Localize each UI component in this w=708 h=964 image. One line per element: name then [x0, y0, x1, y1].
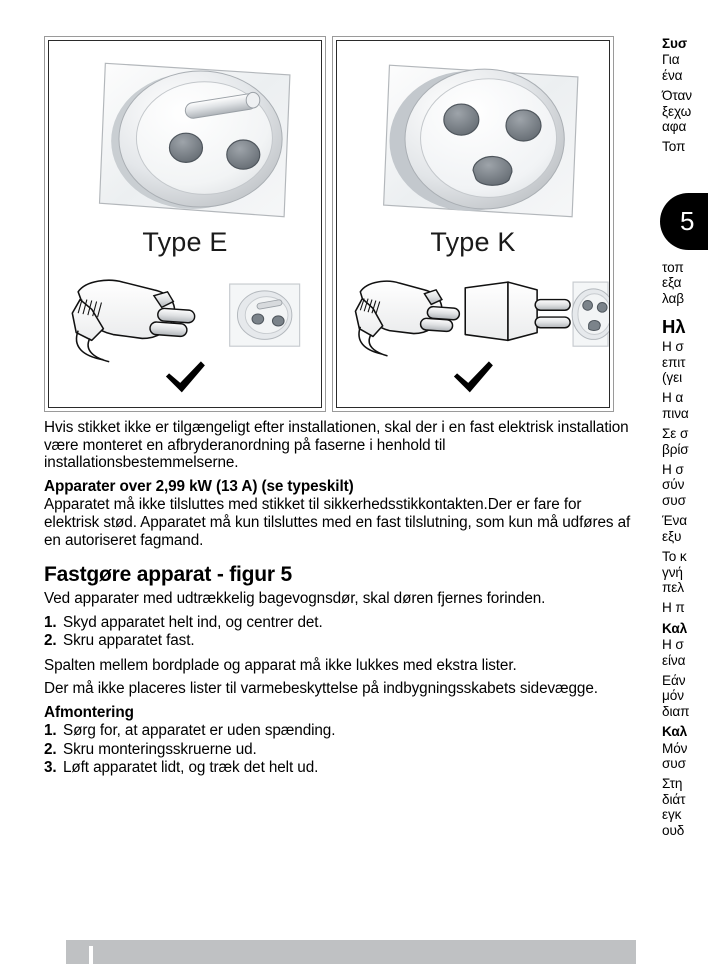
greek-line: Για — [662, 52, 680, 68]
step-number: 3. — [44, 759, 57, 777]
greek-line: (γει — [662, 370, 683, 386]
greek-column — [662, 36, 708, 155]
step-number: 1. — [44, 722, 57, 740]
section-intro-paragraph: Ved apparater med udtrækkelig bagevognsdør, skal døren fjernes forinden. — [44, 590, 546, 608]
greek-line: τοπ — [662, 260, 684, 275]
greek-line: αφα — [662, 119, 687, 135]
intro-paragraph: Hvis stikket ikke er tilgængeligt efter installationen, skal der i en fast elektrisk installation være monteret en afbryderanordning på faserne i henhold til installationsbestemmelserne. — [44, 419, 629, 472]
section-title-mounting: Fastgøre apparat - figur 5 — [44, 563, 293, 587]
greek-line: είνα — [662, 652, 686, 668]
greek-line: ουδ — [662, 822, 685, 838]
heading-power-rating: Apparater over 2,99 kW (13 A) (se typeskilt) — [44, 477, 354, 495]
greek-line: συσ — [662, 492, 686, 508]
step-text: Skru monteringsskruerne ud. — [63, 740, 257, 758]
step-number: 2. — [44, 632, 57, 650]
greek-line: Συσ — [662, 36, 688, 51]
step-text: Sørg for, at apparatet er uden spænding. — [63, 722, 336, 740]
socket-type-e-icon — [49, 53, 321, 228]
removal-steps-list — [44, 722, 636, 777]
list-item — [44, 632, 636, 650]
greek-line: Εάν — [662, 672, 686, 688]
greek-line: μόν — [662, 688, 684, 704]
danish-column — [44, 36, 636, 784]
panel-inner-k — [336, 40, 610, 408]
greek-line: ξεχω — [662, 103, 692, 119]
greek-line: βρίσ — [662, 441, 689, 457]
greek-line: εξα — [662, 275, 682, 291]
plug-illustration-e — [49, 269, 321, 369]
greek-heading: Καλ — [662, 724, 688, 740]
footer-bar-notch — [89, 946, 93, 964]
greek-column-lower — [662, 260, 708, 838]
greek-heading: Ηλ — [662, 316, 686, 338]
greek-line: Σε σ — [662, 426, 689, 442]
socket-types-figure — [44, 36, 614, 412]
list-item — [44, 614, 636, 632]
greek-line: συσ — [662, 755, 686, 771]
step-text: Skru apparatet fast. — [63, 632, 195, 650]
greek-line: Όταν — [662, 88, 692, 104]
greek-line: σύν — [662, 477, 685, 493]
greek-line: Μόν — [662, 740, 688, 756]
figure-panel-type-k — [332, 36, 614, 412]
step-number: 2. — [44, 740, 57, 758]
figure-panel-type-e — [44, 36, 326, 412]
greek-line: επιτ — [662, 354, 686, 370]
greek-line: ένα — [662, 67, 683, 83]
type-label-e: Type E — [142, 227, 228, 257]
plug-illustration-k — [337, 269, 609, 369]
socket-type-k-icon — [337, 53, 609, 228]
greek-line: εγκ — [662, 807, 682, 823]
greek-line: διαπ — [662, 703, 690, 719]
greek-line: πελ — [662, 579, 684, 595]
danish-body-text — [44, 419, 636, 778]
note-heat-strips-paragraph: Der må ikke placeres lister til varmebeskyttelse på indbygningsskabets sidevægge. — [44, 680, 598, 698]
power-rating-paragraph: Apparatet må ikke tilsluttes med stikket til sikkerhedsstikkontakten.Der er fare for elektrisk stød. Apparatet må kun tilsluttes med en fast tilslutning, som kun må udføres af en autoriseret fagmand. — [44, 496, 631, 549]
step-text: Skyd apparatet helt ind, og centrer det. — [63, 613, 323, 631]
greek-line: λαβ — [662, 290, 684, 306]
panel-inner-e — [48, 40, 322, 408]
greek-line: Η σ — [662, 637, 684, 653]
greek-line: Ένα — [662, 513, 688, 529]
greek-line: Η π — [662, 600, 685, 616]
mounting-steps-list — [44, 614, 636, 651]
type-label-k: Type K — [430, 227, 516, 257]
step-text: Løft apparatet lidt, og træk det helt ud. — [63, 759, 319, 777]
greek-line: διάτ — [662, 791, 686, 807]
greek-line: γνή — [662, 564, 683, 580]
greek-line: Τοπ — [662, 139, 686, 155]
list-item — [44, 741, 636, 759]
greek-line: Η σ — [662, 462, 684, 478]
greek-line: Η α — [662, 390, 684, 406]
figure-number: 5 — [680, 206, 695, 236]
greek-line: πινα — [662, 405, 689, 421]
greek-line: Το κ — [662, 549, 687, 565]
greek-line: Στη — [662, 776, 683, 792]
greek-line: Η σ — [662, 339, 684, 355]
list-item — [44, 759, 636, 777]
heading-removal: Afmontering — [44, 703, 134, 721]
greek-line: εξυ — [662, 528, 682, 544]
figure-number-badge — [660, 193, 708, 250]
list-item — [44, 722, 636, 740]
note-gap-paragraph: Spalten mellem bordplade og apparat må ikke lukkes med ekstra lister. — [44, 656, 517, 674]
greek-heading: Καλ — [662, 620, 688, 636]
step-number: 1. — [44, 613, 57, 631]
check-mark-icon-e — [49, 359, 321, 394]
footer-bar — [66, 940, 636, 964]
check-mark-icon-k — [337, 359, 609, 394]
